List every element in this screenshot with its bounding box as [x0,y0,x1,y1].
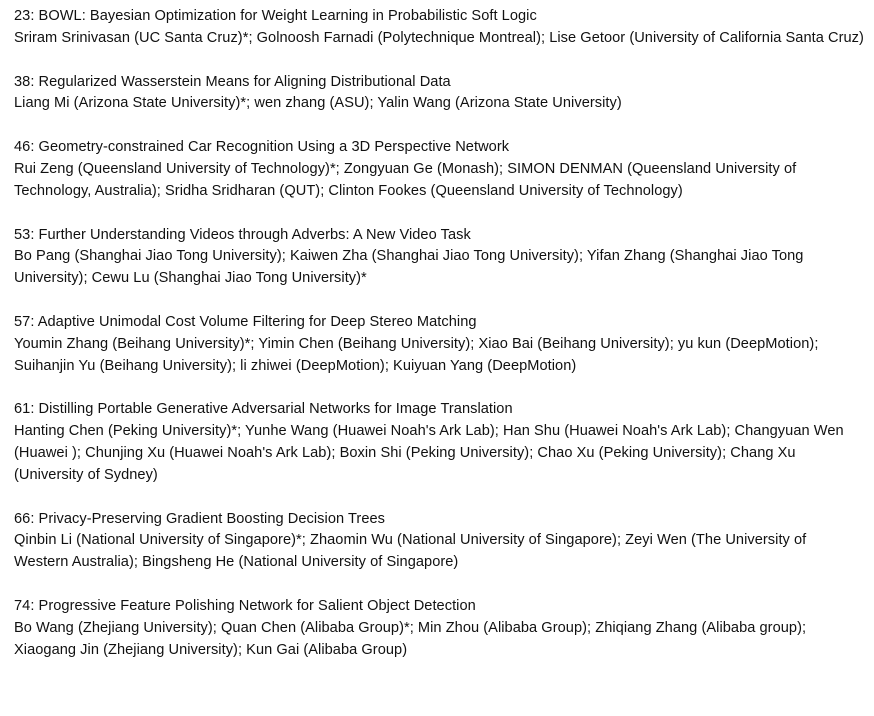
paper-title: 61: Distilling Portable Generative Adversarial Networks for Image Translation [14,401,513,418]
paper-authors: Hanting Chen (Peking University)*; Yunhe Wang (Huawei Noah's Ark Lab); Han Shu (Huawei Noah's Ark Lab); Changyuan Wen (Huawei ); Chunjing Xu (Huawei Noah's Ark Lab); Boxin Shi (Peking University); Chao Xu (Peking University); Chang Xu (University of Sydney) [14,423,844,483]
paper-title: 23: BOWL: Bayesian Optimization for Weight Learning in Probabilistic Soft Logic [14,8,537,24]
paper-authors: Rui Zeng (Queensland University of Technology)*; Zongyuan Ge (Monash); SIMON DENMAN (Queensland University of Technology, Australia); Sridha Sridharan (QUT); Clinton Fookes (Queensland University of Technology) [14,160,797,199]
paper-title: 46: Geometry-constrained Car Recognition Using a 3D Perspective Network [14,139,510,156]
paper-entry [14,399,864,486]
paper-entry [14,509,864,574]
paper-title: 74: Progressive Feature Polishing Network for Salient Object Detection [14,597,476,614]
paper-entry [14,6,864,50]
paper-entry [14,596,864,661]
paper-title: 53: Further Understanding Videos through Adverbs: A New Video Task [14,226,471,243]
paper-entry [14,225,864,290]
paper-entry [14,72,864,116]
paper-title: 38: Regularized Wasserstein Means for Aligning Distributional Data [14,73,451,90]
paper-authors: Youmin Zhang (Beihang University)*; Yimin Chen (Beihang University); Xiao Bai (Beihang University); yu kun (DeepMotion); Suihanjin Yu (Beihang University); li zhiwei (DeepMotion); Kuiyuan Yang (DeepMotion) [14,335,819,374]
paper-title: 66: Privacy-Preserving Gradient Boosting Decision Trees [14,510,385,527]
paper-list [14,6,864,683]
paper-entry [14,137,864,202]
paper-authors: Bo Wang (Zhejiang University); Quan Chen (Alibaba Group)*; Min Zhou (Alibaba Group); Zhiqiang Zhang (Alibaba group); Xiaogang Jin (Zhejiang University); Kun Gai (Alibaba Group) [14,619,807,658]
paper-entry [14,312,864,377]
paper-authors: Bo Pang (Shanghai Jiao Tong University); Kaiwen Zha (Shanghai Jiao Tong University); Yifan Zhang (Shanghai Jiao Tong University); Cewu Lu (Shanghai Jiao Tong University)* [14,248,804,287]
paper-authors: Sriram Srinivasan (UC Santa Cruz)*; Golnoosh Farnadi (Polytechnique Montreal); Lise Getoor (University of California Santa Cruz) [14,29,864,46]
paper-title: 57: Adaptive Unimodal Cost Volume Filtering for Deep Stereo Matching [14,313,477,330]
paper-authors: Liang Mi (Arizona State University)*; wen zhang (ASU); Yalin Wang (Arizona State University) [14,95,622,112]
paper-authors: Qinbin Li (National University of Singapore)*; Zhaomin Wu (National University of Singapore); Zeyi Wen (The University of Western Australia); Bingsheng He (National University of Singapore) [14,532,807,571]
